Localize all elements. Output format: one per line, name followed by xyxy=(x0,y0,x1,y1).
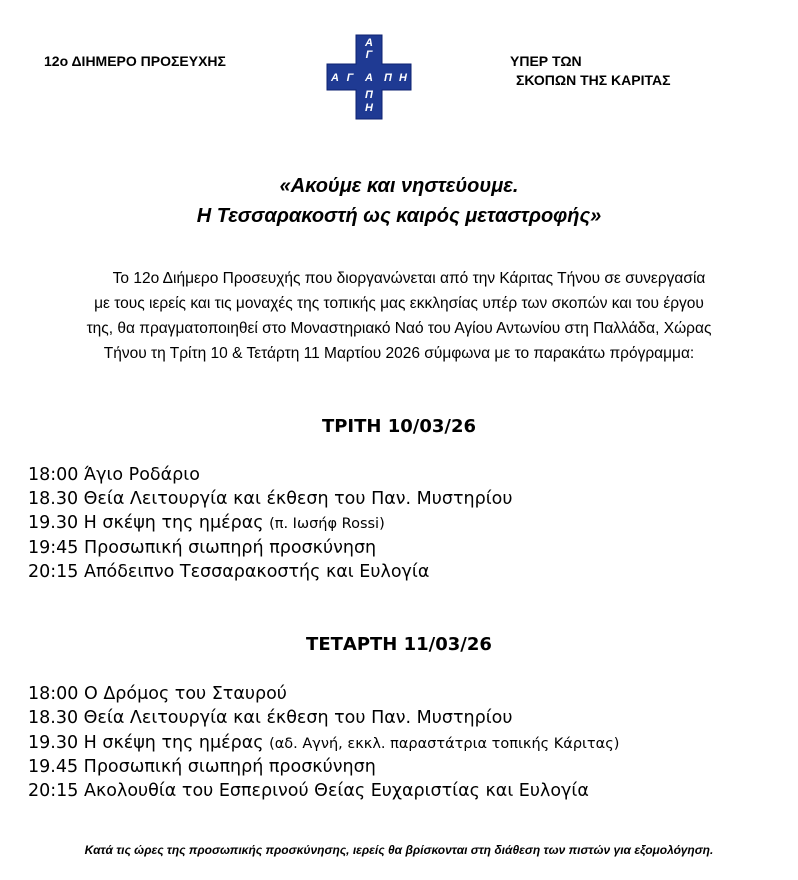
logo-letter: Α xyxy=(365,72,373,84)
logo-letter: Α xyxy=(331,72,339,84)
schedule-item: 19.30 Η σκέψη της ημέρας (π. Ιωσήφ Rossi) xyxy=(28,513,385,533)
intro-line-4: Τήνου τη Τρίτη 10 & Τετάρτη 11 Μαρτίου 2026 σύμφωνα με το παρακάτω πρόγραμμα: xyxy=(103,345,695,362)
footer-note: Κατά τις ώρες της προσωπικής προσκύνησης, ιερείς θα βρίσκονται στη διάθεση των πιστών για εξομολόγηση. xyxy=(84,843,714,857)
header-left-title: 12ο ΔΙΗΜΕΡΟ ΠΡΟΣΕΥΧΗΣ xyxy=(44,53,226,69)
intro-text: Το 12ο Διήμερο Προσευχής που διοργανώνεται από την Κάριτας Τήνου σε συνεργασία xyxy=(112,270,706,287)
title-line-1: «Ακούμε και νηστεύουμε. xyxy=(279,175,519,197)
schedule-item: 19:45 Προσωπική σιωπηρή προσκύνηση xyxy=(28,538,377,558)
schedule-item: 19.30 Η σκέψη της ημέρας (αδ. Αγνή, εκκλ. παραστάτρια τοπικής Κάριτας) xyxy=(28,733,620,753)
intro-line-1 xyxy=(0,270,798,288)
header-right-line2: ΣΚΟΠΩΝ ΤΗΣ ΚΑΡΙΤΑΣ xyxy=(516,72,671,88)
title-line-2: Η Τεσσαρακοστή ως καιρός μεταστροφής» xyxy=(196,205,602,227)
schedule-item: 20:15 Ακολουθία του Εσπερινού Θείας Ευχαριστίας και Ευλογία xyxy=(28,781,589,801)
intro-line-3: της, θα πραγματοποιηθεί στο Μοναστηριακό Ναό του Αγίου Αντωνίου στη Παλλάδα, Χώρας xyxy=(86,320,712,337)
logo-letter: Γ xyxy=(365,49,373,61)
day-heading-tuesday: ΤΡΙΤΗ 10/03/26 xyxy=(321,416,477,437)
day-heading-wednesday: ΤΕΤΑΡΤΗ 11/03/26 xyxy=(306,634,492,655)
logo-letter: Π xyxy=(384,72,392,84)
schedule-item: 18:00 Άγιο Ροδάριο xyxy=(28,465,200,485)
logo-letter: Η xyxy=(365,102,373,114)
schedule-item: 19.45 Προσωπική σιωπηρή προσκύνηση xyxy=(28,757,376,777)
logo-letter: Α xyxy=(365,37,373,49)
logo-letter: Γ xyxy=(346,72,354,84)
agapi-cross-logo xyxy=(326,34,412,120)
schedule-item: 18.30 Θεία Λειτουργία και έκθεση του Παν. Μυστηρίου xyxy=(28,489,513,509)
schedule-item: 18:00 Ο Δρόμος του Σταυρού xyxy=(28,684,287,704)
intro-line-2: με τους ιερείς και τις μοναχές της τοπικής μας εκκλησίας υπέρ των σκοπών και του έργου xyxy=(94,295,704,312)
logo-letter: Η xyxy=(399,72,407,84)
schedule-item: 18.30 Θεία Λειτουργία και έκθεση του Παν. Μυστηρίου xyxy=(28,708,513,728)
logo-letter: Π xyxy=(365,89,373,101)
header-right-line1: ΥΠΕΡ ΤΩΝ xyxy=(510,53,582,69)
schedule-item: 20:15 Απόδειπνο Τεσσαρακοστής και Ευλογία xyxy=(28,562,430,582)
